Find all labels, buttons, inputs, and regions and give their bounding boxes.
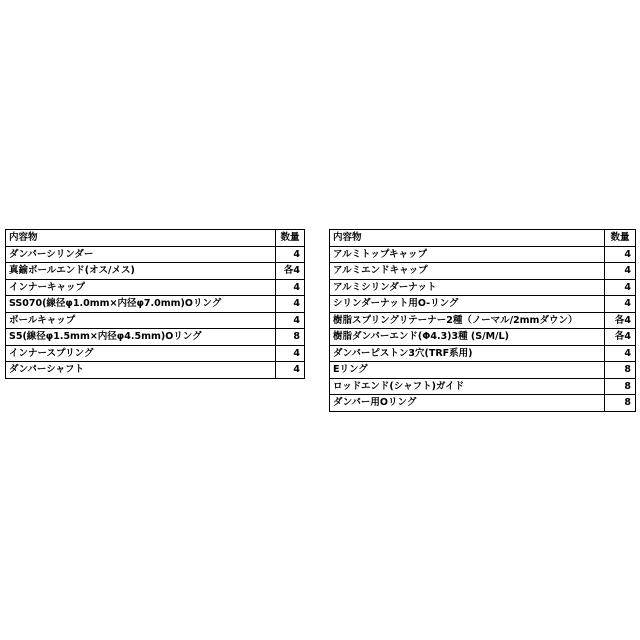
- item-quantity: 4: [276, 279, 305, 296]
- item-name: 樹脂スプリングリテーナー2種（ノーマル/2mmダウン）: [330, 312, 605, 329]
- item-quantity: 4: [276, 312, 305, 329]
- item-name: ボールキャップ: [6, 312, 276, 329]
- item-name: 真鍮ボールエンド(オス/メス): [6, 263, 276, 280]
- parts-table-right: [329, 229, 636, 412]
- item-quantity: 4: [276, 362, 305, 379]
- item-quantity: 4: [605, 345, 636, 362]
- table-row: [330, 362, 636, 379]
- item-name: インナーキャップ: [6, 279, 276, 296]
- item-name: シリンダーナット用O-リング: [330, 296, 605, 313]
- item-name: Eリング: [330, 362, 605, 379]
- item-quantity: 4: [276, 296, 305, 313]
- item-name: ダンパーピストン3穴(TRF系用): [330, 345, 605, 362]
- item-quantity: 4: [276, 246, 305, 263]
- item-name: SS070(線径φ1.0mm×内径φ7.0mm)Oリング: [6, 296, 276, 313]
- item-quantity: 各4: [605, 329, 636, 346]
- header-contents: 内容物: [330, 230, 605, 247]
- table-header-row: [6, 230, 305, 247]
- item-name: ダンパーシャフト: [6, 362, 276, 379]
- item-name: アルミトップキャップ: [330, 246, 605, 263]
- table-row: [330, 329, 636, 346]
- header-contents: 内容物: [6, 230, 276, 247]
- table-row: [6, 263, 305, 280]
- table-row: [330, 263, 636, 280]
- table-row: [330, 246, 636, 263]
- table-row: [330, 279, 636, 296]
- table-header-row: [330, 230, 636, 247]
- table-row: [6, 296, 305, 313]
- table-row: [6, 345, 305, 362]
- item-name: アルミエンドキャップ: [330, 263, 605, 280]
- item-quantity: 各4: [605, 312, 636, 329]
- item-name: 樹脂ダンパーエンド(Φ4.3)3種 (S/M/L): [330, 329, 605, 346]
- item-quantity: 8: [605, 362, 636, 379]
- table-row: [6, 312, 305, 329]
- table-row: [6, 279, 305, 296]
- item-name: ダンパー用Oリング: [330, 395, 605, 412]
- item-quantity: 8: [605, 378, 636, 395]
- table-row: [330, 345, 636, 362]
- table-row: [330, 296, 636, 313]
- table-row: [330, 395, 636, 412]
- table-row: [330, 312, 636, 329]
- item-quantity: 4: [276, 345, 305, 362]
- item-name: ロッドエンド(シャフト)ガイド: [330, 378, 605, 395]
- item-quantity: 4: [605, 246, 636, 263]
- table-row: [6, 329, 305, 346]
- item-quantity: 8: [276, 329, 305, 346]
- table-row: [6, 246, 305, 263]
- item-name: ダンパーシリンダー: [6, 246, 276, 263]
- item-quantity: 4: [605, 263, 636, 280]
- item-name: S5(線径φ1.5mm×内径φ4.5mm)Oリング: [6, 329, 276, 346]
- item-name: アルミシリンダーナット: [330, 279, 605, 296]
- parts-table-left: [5, 229, 305, 379]
- table-row: [6, 362, 305, 379]
- item-name: インナースプリング: [6, 345, 276, 362]
- header-quantity: 数量: [605, 230, 636, 247]
- table-row: [330, 378, 636, 395]
- item-quantity: 8: [605, 395, 636, 412]
- item-quantity: 4: [605, 279, 636, 296]
- item-quantity: 各4: [276, 263, 305, 280]
- item-quantity: 4: [605, 296, 636, 313]
- header-quantity: 数量: [276, 230, 305, 247]
